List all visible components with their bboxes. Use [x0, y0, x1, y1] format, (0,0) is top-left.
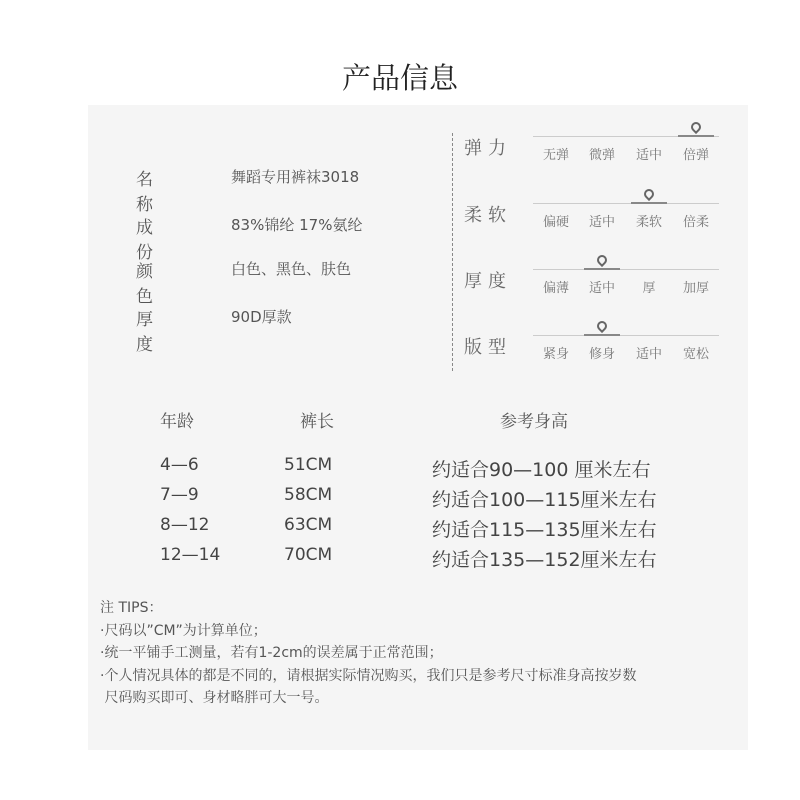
table-cell: 约适合115—135厘米左右: [432, 519, 657, 541]
tips: [100, 597, 636, 710]
scale-option: 宽松: [682, 347, 709, 362]
table-cell: 约适合135—152厘米左右: [432, 549, 657, 571]
scale-option: 柔软: [635, 215, 662, 230]
location-pin-icon: [642, 187, 656, 201]
scale-option: 适中: [635, 347, 662, 362]
info-value: 舞蹈专用裤袜3018: [231, 168, 360, 186]
location-pin-icon: [595, 319, 609, 333]
tip-line: ·个人情况具体的都是不同的，请根据实际情况购买，我们只是参考尺寸标准身高按岁数: [100, 667, 637, 684]
table-cell: 约适合100—115厘米左右: [432, 489, 657, 511]
tip-line: 注 TIPS：: [100, 600, 163, 616]
scale-label: 弹力: [464, 138, 512, 159]
selected-marker: [631, 202, 667, 204]
scale-row: [464, 335, 734, 375]
selected-marker: [584, 268, 620, 270]
scale-label: 厚度: [464, 271, 512, 292]
info-value: 90D厚款: [231, 308, 292, 326]
tip-line: ·尺码以”CM”为计算单位；: [100, 622, 267, 639]
info-key: 颜色: [136, 262, 173, 307]
info-value: 白色、黑色、肤色: [231, 260, 352, 278]
scale-line: [533, 269, 719, 270]
info-value: 83%锦纶 17%氨纶: [231, 216, 363, 234]
scale-line: [533, 203, 719, 204]
scale-option: 微弹: [588, 148, 615, 163]
info-key: 厚度: [136, 310, 173, 355]
info-key: 名称: [136, 170, 173, 215]
table-cell: 7—9: [160, 485, 199, 505]
page-title: 产品信息: [341, 61, 458, 95]
scale-option: 适中: [588, 215, 615, 230]
scale-option: 偏薄: [542, 281, 569, 296]
scale-row: [464, 203, 734, 243]
selected-marker: [584, 334, 620, 336]
scale-line: [533, 335, 719, 336]
table-header: 参考身高: [500, 412, 568, 432]
scale-option: 无弹: [542, 148, 569, 163]
table-cell: 4—6: [160, 455, 199, 475]
table-cell: 8—12: [160, 515, 210, 535]
scale-label: 柔软: [464, 205, 512, 226]
product-info-panel: [88, 105, 748, 750]
tip-line: 尺码购买即可、身材略胖可大一号。: [100, 690, 329, 706]
location-pin-icon: [595, 253, 609, 267]
dashed-divider: [452, 133, 453, 371]
scale-row: [464, 269, 734, 309]
scale-option: 倍弹: [682, 148, 709, 163]
scale-option: 厚: [642, 281, 656, 296]
scale-option: 加厚: [682, 281, 709, 296]
scale-option: 适中: [635, 148, 662, 163]
table-cell: 51CM: [284, 455, 333, 475]
scale-option: 紧身: [542, 347, 569, 362]
scale-option: 修身: [588, 347, 615, 362]
scale-option: 倍柔: [682, 215, 709, 230]
scale-option: 偏硬: [542, 215, 569, 230]
table-header: 年龄: [160, 412, 194, 432]
table-cell: 58CM: [284, 485, 333, 505]
tip-line: ·统一平铺手工测量，若有1-2cm的误差属于正常范围；: [100, 645, 443, 661]
table-header: 裤长: [300, 412, 334, 432]
location-pin-icon: [689, 120, 703, 134]
table-cell: 12—14: [160, 545, 221, 565]
scale-label: 版型: [464, 337, 512, 358]
table-cell: 70CM: [284, 545, 333, 565]
selected-marker: [678, 135, 714, 137]
info-key: 成份: [136, 218, 173, 263]
scale-row: [464, 136, 734, 176]
table-cell: 63CM: [284, 515, 333, 535]
scale-option: 适中: [588, 281, 615, 296]
table-cell: 约适合90—100 厘米左右: [432, 459, 651, 481]
